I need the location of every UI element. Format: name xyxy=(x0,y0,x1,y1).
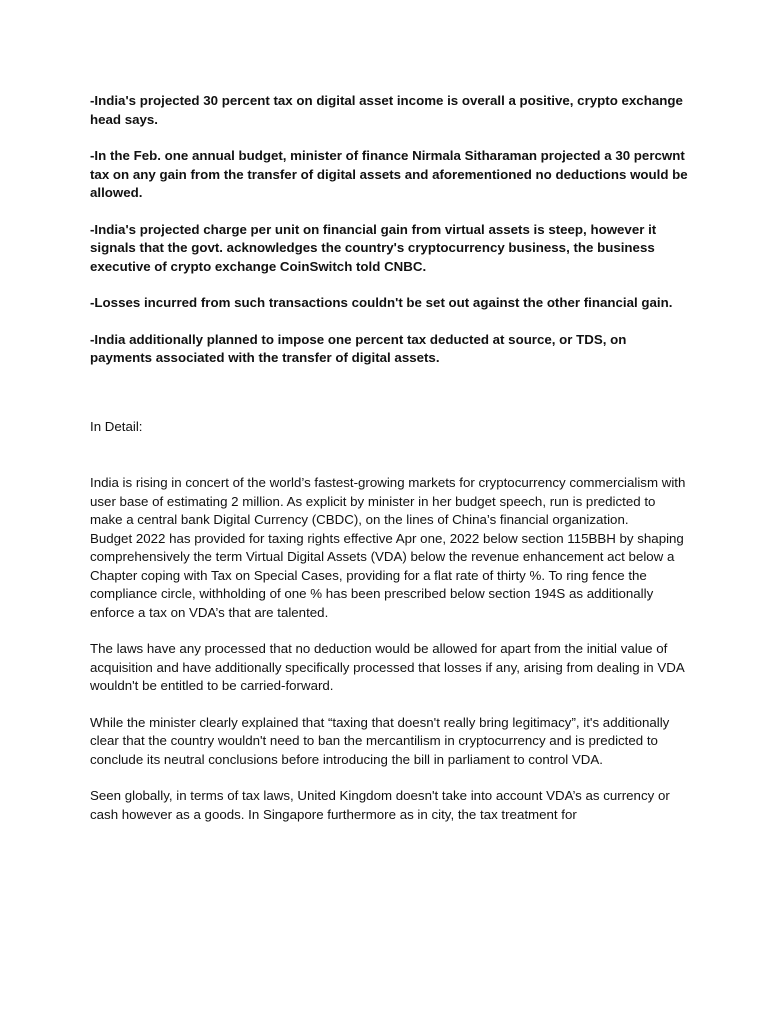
summary-point-2: -In the Feb. one annual budget, minister of finance Nirmala Sitharaman projected a 30 percwnt tax on any gain from the transfer of digital assets and aforementioned no deductions would be allowed. xyxy=(90,148,688,200)
detail-paragraph-3: The laws have any processed that no deduction would be allowed for apart from the initial value of acquisition and have additionally specifically processed that losses if any, arising from dealing in VDA wouldn't be entitled to be carried-forward. xyxy=(90,641,685,693)
detail-paragraph-5: Seen globally, in terms of tax laws, United Kingdom doesn't take into account VDA’s as currency or cash however as a goods. In Singapore furthermore as in city, the tax treatment for xyxy=(90,788,670,822)
summary-point-4: -Losses incurred from such transactions couldn't be set out against the other financial gain. xyxy=(90,295,673,310)
document-body xyxy=(90,92,690,824)
detail-paragraph-1: India is rising in concert of the world’s fastest-growing markets for cryptocurrency commercialism with user base of estimating 2 million. As explicit by minister in her budget speech, run is predicted to make a central bank Digital Currency (CBDC), on the lines of China’s financial organization. xyxy=(90,475,686,527)
summary-point-5: -India additionally planned to impose one percent tax deducted at source, or TDS, on payments associated with the transfer of digital assets. xyxy=(90,331,627,365)
detail-paragraph-2: Budget 2022 has provided for taxing rights effective Apr one, 2022 below section 115BBH by shaping comprehensively the term Virtual Digital Assets (VDA) below the revenue enhancement act below a Chapter coping with Tax on Special Cases, providing for a flat rate of thirty %. To ring fence the compliance circle, withholding of one % has been prescribed below section 194S as additionally enforce a tax on VDA’s that are talented. xyxy=(90,530,684,620)
summary-point-1: -India's projected 30 percent tax on digital asset income is overall a positive, crypto exchange head says. xyxy=(90,93,683,127)
detail-paragraph-4: While the minister clearly explained that “taxing that doesn't really bring legitimacy”, it's additionally clear that the country wouldn't need to ban the mercantilism in cryptocurrency and is predicted to conclude its neutral conclusions before introducing the bill in parliament to control VDA. xyxy=(90,714,670,767)
summary-point-3: -India's projected charge per unit on financial gain from virtual assets is steep, however it signals that the govt. acknowledges the country's cryptocurrency business, the business executive of crypto exchange CoinSwitch told CNBC. xyxy=(90,221,657,274)
detail-heading: In Detail: xyxy=(90,418,143,434)
